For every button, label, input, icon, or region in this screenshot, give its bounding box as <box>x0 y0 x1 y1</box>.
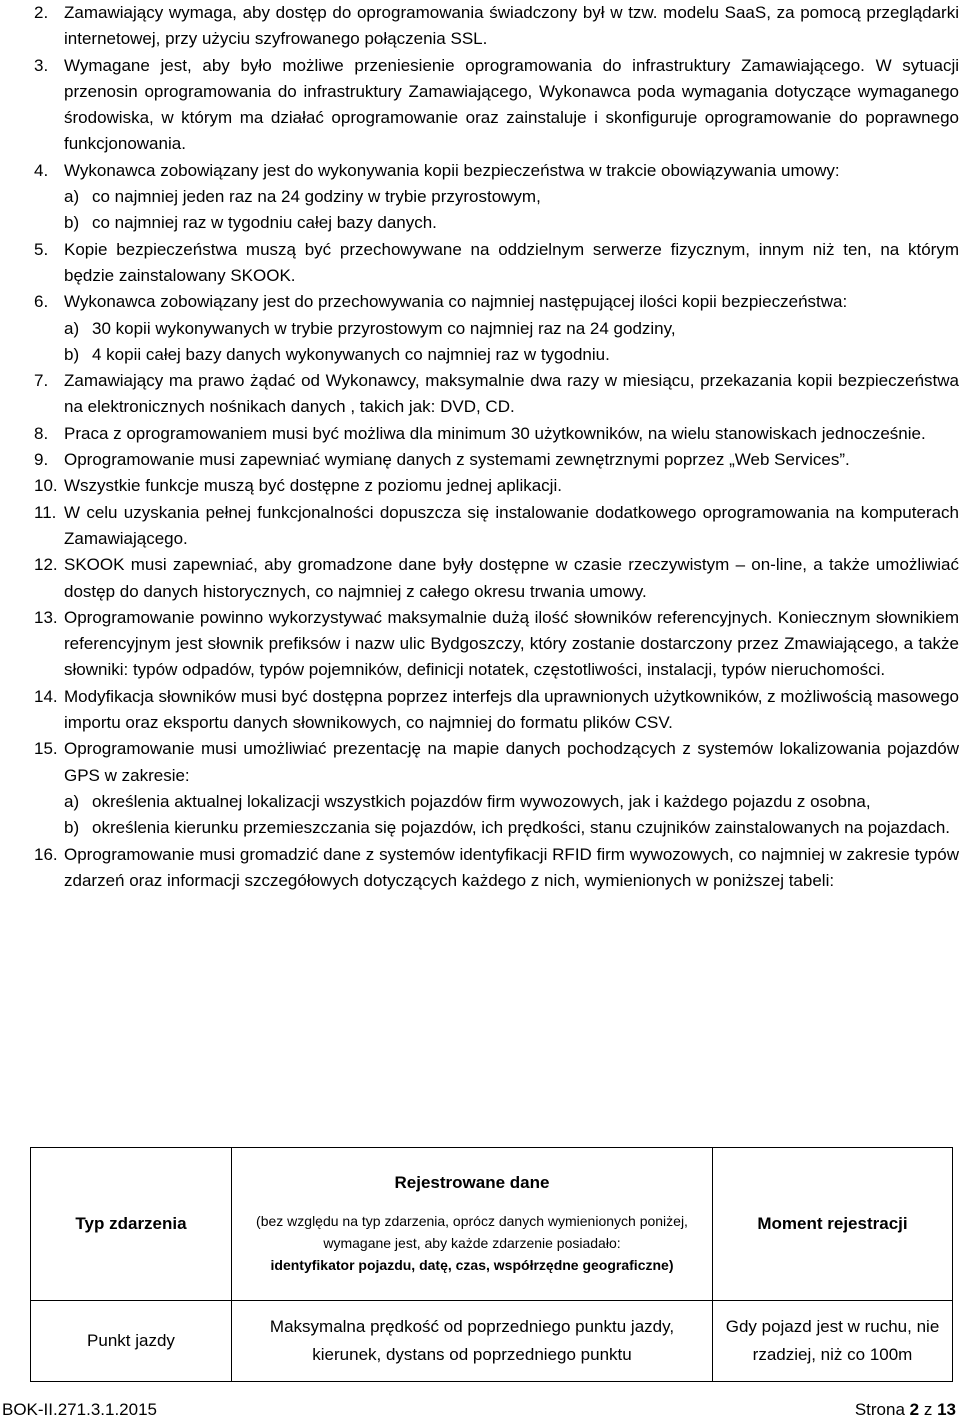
sub-item <box>64 815 959 841</box>
item-number: 15. <box>34 739 58 759</box>
header-recorded-data-title: Rejestrowane dane <box>394 1173 550 1192</box>
cell-recorded-data: Maksymalna prędkość od poprzedniego punktu jazdy, kierunek, dystans od poprzedniego punktu <box>232 1301 713 1382</box>
list-item <box>34 552 959 605</box>
document-reference: BOK-II.271.3.1.2015 <box>2 1400 157 1419</box>
sub-item <box>64 789 959 815</box>
sub-text: 4 kopii całej bazy danych wykonywanych co najmniej raz w tygodniu. <box>92 344 610 364</box>
sub-label: b) <box>64 344 80 364</box>
item-text: Oprogramowanie musi umożliwiać prezentację na mapie danych pochodzących z systemów lokalizowania pojazdów GPS w zakresie: <box>64 739 959 785</box>
item-number: 3. <box>34 55 49 75</box>
list-item <box>34 421 959 447</box>
page-number <box>855 1400 956 1420</box>
item-number: 14. <box>34 686 58 706</box>
list-item <box>34 237 959 290</box>
sub-item <box>64 342 959 368</box>
item-text: Oprogramowanie powinno wykorzystywać maksymalnie dużą ilość słowników referencyjnych. Koniecznym słownikiem referencyjnym jest słownik prefiksów i nazw ulic Bydgoszczy, który zostanie dostarczony przez Zmawiającego, a także słowniki: typów odpadów, typów pojemników, definicji notatek, częstotliwości, instalacji, typów nieruchomości. <box>64 607 959 680</box>
total-pages: 13 <box>937 1400 956 1419</box>
item-number: 2. <box>34 3 49 22</box>
list-item <box>34 158 959 237</box>
cell-registration-moment: Gdy pojazd jest w ruchu, nie rzadziej, niż co 100m <box>713 1301 953 1382</box>
item-text: Praca z oprogramowaniem musi być możliwa dla minimum 30 użytkowników, na wielu stanowiskach jednocześnie. <box>64 423 926 443</box>
header-recorded-data-note: (bez względu na typ zdarzenia, oprócz danych wymienionych poniżej, wymagane jest, aby każde zdarzenie posiadało: <box>256 1213 688 1251</box>
sub-label: a) <box>64 187 80 207</box>
item-number: 11. <box>34 502 57 522</box>
list-item <box>34 736 959 841</box>
item-text: Oprogramowanie musi zapewniać wymianę danych z systemami zewnętrznymi poprzez „Web Services”. <box>64 450 850 470</box>
item-number: 9. <box>34 450 49 470</box>
requirements-list <box>34 0 959 894</box>
item-text: W celu uzyskania pełnej funkcjonalności dopuszcza się instalowanie dodatkowego oprogramowania na komputerach Zamawiającego. <box>64 502 959 548</box>
list-item <box>34 842 959 895</box>
item-text: Modyfikacja słowników musi być dostępna poprzez interfejs dla uprawnionych użytkowników, z możliwością masowego importu oraz eksportu danych słownikowych, co najmniej do formatu plików CSV. <box>64 686 959 733</box>
header-recorded-data-required: identyfikator pojazdu, datę, czas, współrzędne geograficzne) <box>270 1257 674 1273</box>
item-text: Wszystkie funkcje muszą być dostępne z poziomu jednej aplikacji. <box>64 476 562 496</box>
item-number: 8. <box>34 423 49 443</box>
list-item <box>34 289 959 368</box>
table-header-row <box>31 1148 953 1301</box>
cell-event-type: Punkt jazdy <box>31 1301 232 1382</box>
item-text: Kopie bezpieczeństwa muszą być przechowywane na oddzielnym serwerze fizycznym, innym niż ten, na którym będzie zainstalowany SKOOK. <box>64 239 959 285</box>
list-item <box>34 368 959 421</box>
header-registration-moment: Moment rejestracji <box>713 1148 953 1301</box>
item-number: 12. <box>34 555 58 575</box>
item-number: 4. <box>34 160 49 180</box>
item-text: Wykonawca zobowiązany jest do wykonywania kopii bezpieczeństwa w trakcie obowiązywania umowy: <box>64 160 840 180</box>
item-text: SKOOK musi zapewniać, aby gromadzone dane były dostępne w czasie rzeczywistym – on-line, a także umożliwiać dostęp do danych historycznych, co najmniej z całego okresu trwania umowy. <box>64 555 959 601</box>
current-page: 2 <box>909 1400 920 1419</box>
sub-text: co najmniej jeden raz na 24 godziny w trybie przyrostowym, <box>92 187 541 207</box>
item-number: 6. <box>34 292 49 312</box>
sub-item <box>64 316 959 342</box>
item-text: Wymagane jest, aby było możliwe przeniesienie oprogramowania do infrastruktury Zamawiającego. W sytuacji przenosin oprogramowania do infrastruktury Zamawiającego, Wykonawca poda wymagania dotyczące wymaganego środowiska, w którym ma działać oprogramowanie oraz zainstaluje i skonfiguruje oprogramowanie do poprawnego funkcjonowania. <box>64 55 959 154</box>
list-item <box>34 447 959 473</box>
item-text: Zamawiający ma prawo żądać od Wykonawcy, maksymalnie dwa razy w miesiącu, przekazania kopii bezpieczeństwa na elektronicznych nośnikach danych , takich jak: DVD, CD. <box>64 371 959 417</box>
rfid-events-table <box>30 1147 953 1382</box>
header-event-type: Typ zdarzenia <box>31 1148 232 1301</box>
sub-text: określenia aktualnej lokalizacji wszystkich pojazdów firm wywozowych, jak i każdego pojazdu z osobna, <box>92 791 871 811</box>
sub-label: a) <box>64 318 80 338</box>
item-text: Oprogramowanie musi gromadzić dane z systemów identyfikacji RFID firm wywozowych, co najmniej w zakresie typów zdarzeń oraz informacji szczegółowych dotyczących każdego z nich, wymienionych w poniższej tabeli: <box>64 844 959 890</box>
sub-label: a) <box>64 791 80 811</box>
sub-label: b) <box>64 818 80 838</box>
sub-item <box>64 184 959 210</box>
list-item <box>34 605 959 684</box>
page-prefix: Strona <box>854 1400 905 1419</box>
item-number: 5. <box>34 239 49 259</box>
sub-text: określenia kierunku przemieszczania się pojazdów, ich prędkości, stanu czujników zainstalowanych na pojazdach. <box>92 818 951 838</box>
sub-item <box>64 210 959 236</box>
list-item <box>34 500 959 553</box>
sub-text: co najmniej raz w tygodniu całej bazy danych. <box>92 213 437 233</box>
page-of: z <box>923 1400 933 1419</box>
item-text: Zamawiający wymaga, aby dostęp do oprogramowania świadczony był w tzw. modelu SaaS, za pomocą przeglądarki internetowej, przy użyciu szyfrowanego połączenia SSL. <box>64 3 959 49</box>
item-text: Wykonawca zobowiązany jest do przechowywania co najmniej następującej ilości kopii bezpieczeństwa: <box>64 292 848 312</box>
list-item <box>34 473 959 499</box>
header-recorded-data <box>232 1148 713 1301</box>
list-item <box>34 684 959 737</box>
item-number: 7. <box>34 371 49 391</box>
item-number: 16. <box>34 844 58 864</box>
item-number: 10. <box>34 476 58 496</box>
sub-text: 30 kopii wykonywanych w trybie przyrostowym co najmniej raz na 24 godziny, <box>92 318 676 338</box>
sub-label: b) <box>64 213 80 233</box>
list-item <box>34 53 959 158</box>
page-footer <box>0 1400 960 1425</box>
list-item <box>34 0 959 53</box>
item-number: 13. <box>34 607 58 627</box>
table-row <box>31 1301 953 1382</box>
